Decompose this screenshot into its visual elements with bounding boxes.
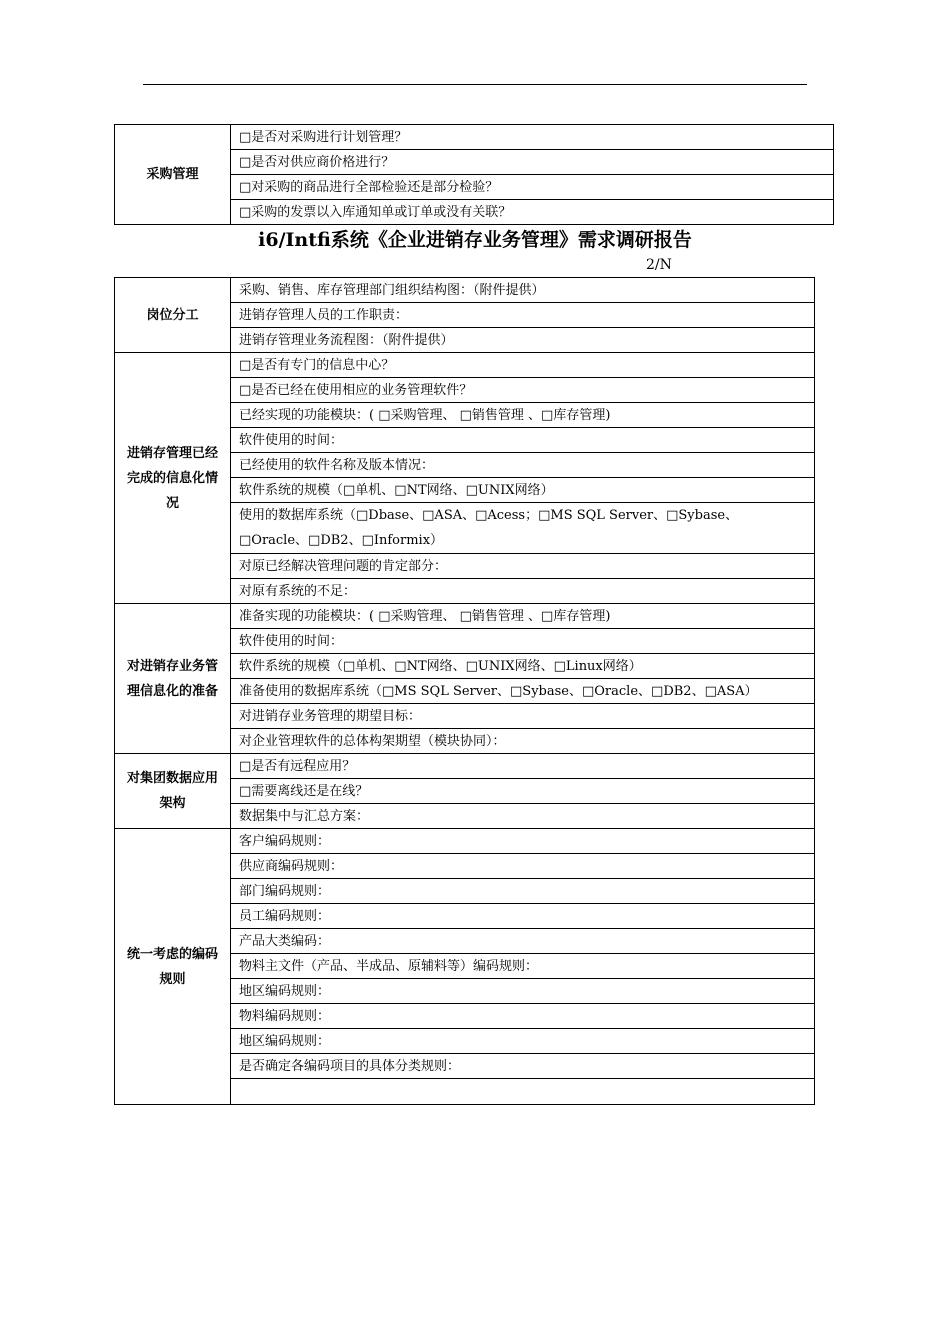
category-cell: 对集团数据应用架构 — [115, 754, 231, 829]
question-cell: 采购、销售、库存管理部门组织结构图：（附件提供） — [231, 278, 815, 303]
question-cell: □是否有专门的信息中心？ — [231, 353, 815, 378]
question-cell: 物料编码规则： — [231, 1004, 815, 1029]
question-cell: □是否已经在使用相应的业务管理软件？ — [231, 378, 815, 403]
category-cell: 对进销存业务管理信息化的准备 — [115, 604, 231, 754]
question-cell: 员工编码规则： — [231, 904, 815, 929]
question-cell: 数据集中与汇总方案： — [231, 804, 815, 829]
question-cell: 部门编码规则： — [231, 879, 815, 904]
category-cell: 统一考虑的编码规则 — [115, 829, 231, 1105]
question-cell: □采购的发票以入库通知单或订单或没有关联？ — [231, 200, 834, 225]
question-cell: 准备使用的数据库系统（□MS SQL Server、□Sybase、□Oracle、□DB2、□ASA） — [231, 679, 815, 704]
table-row — [115, 125, 834, 150]
question-cell: 物料主文件（产品、半成品、原辅料等）编码规则： — [231, 954, 815, 979]
question-cell: □是否对采购进行计划管理？ — [231, 125, 834, 150]
question-cell: 进销存管理人员的工作职责： — [231, 303, 815, 328]
question-cell: 软件使用的时间： — [231, 428, 815, 453]
page-number: 2/N — [646, 257, 672, 273]
question-cell: 软件使用的时间： — [231, 629, 815, 654]
question-cell: 地区编码规则： — [231, 979, 815, 1004]
purchase-management-table — [114, 124, 834, 225]
requirements-table — [114, 277, 815, 1105]
table-row — [115, 754, 815, 779]
question-cell: 软件系统的规模（□单机、□NT网络、□UNIX网络、□Linux网络） — [231, 654, 815, 679]
question-cell: 对企业管理软件的总体构架期望（模块协同）： — [231, 729, 815, 754]
question-cell: 地区编码规则： — [231, 1029, 815, 1054]
question-cell: 对原有系统的不足： — [231, 579, 815, 604]
question-cell: □是否对供应商价格进行？ — [231, 150, 834, 175]
category-cell: 岗位分工 — [115, 278, 231, 353]
table-row — [115, 829, 815, 854]
question-cell: 是否确定各编码项目的具体分类规则： — [231, 1054, 815, 1079]
table-row — [115, 278, 815, 303]
question-cell: 对进销存业务管理的期望目标： — [231, 704, 815, 729]
table-row — [115, 353, 815, 378]
category-cell: 采购管理 — [115, 125, 231, 225]
header-rule — [143, 84, 807, 85]
question-cell: □需要离线还是在线？ — [231, 779, 815, 804]
question-cell: 准备实现的功能模块：( □采购管理、 □销售管理 、□库存管理) — [231, 604, 815, 629]
question-cell: 已经使用的软件名称及版本情况： — [231, 453, 815, 478]
question-cell: 对原已经解决管理问题的肯定部分： — [231, 554, 815, 579]
category-cell: 进销存管理已经完成的信息化情况 — [115, 353, 231, 604]
question-cell: 进销存管理业务流程图：（附件提供） — [231, 328, 815, 353]
question-cell: 使用的数据库系统（□Dbase、□ASA、□Acess；□MS SQL Server、□Sybase、□Oracle、□DB2、□Informix） — [231, 503, 815, 554]
question-cell: □是否有远程应用？ — [231, 754, 815, 779]
question-cell: 产品大类编码： — [231, 929, 815, 954]
document-title: i6/Intfi系统《企业进销存业务管理》需求调研报告 — [258, 229, 692, 251]
question-cell: 软件系统的规模（□单机、□NT网络、□UNIX网络） — [231, 478, 815, 503]
question-cell: 客户编码规则： — [231, 829, 815, 854]
question-cell: □对采购的商品进行全部检验还是部分检验？ — [231, 175, 834, 200]
empty-cell — [231, 1079, 815, 1105]
table-row — [115, 604, 815, 629]
question-cell: 供应商编码规则： — [231, 854, 815, 879]
question-cell: 已经实现的功能模块：( □采购管理、 □销售管理 、□库存管理) — [231, 403, 815, 428]
